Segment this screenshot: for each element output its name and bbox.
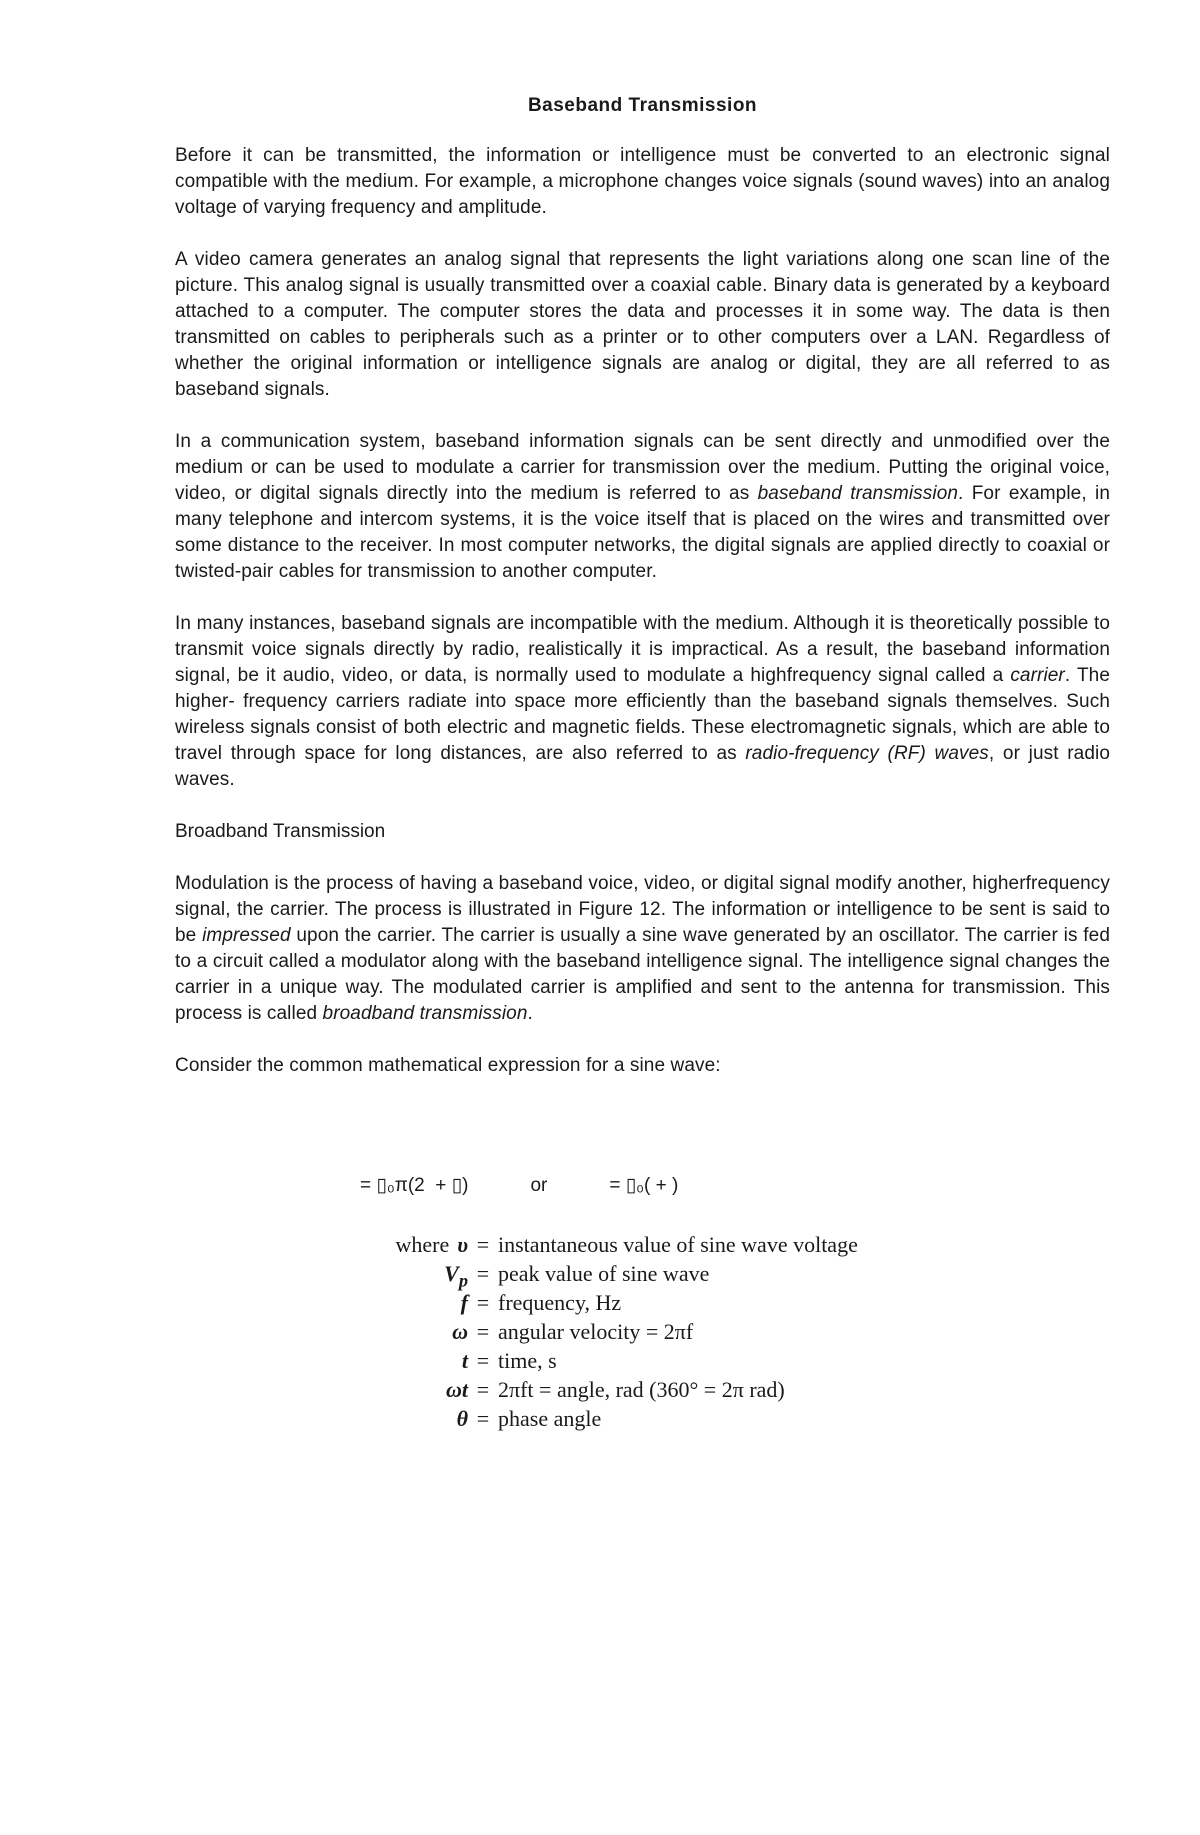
where-label: where bbox=[395, 1232, 450, 1257]
symbol: ωt bbox=[445, 1377, 468, 1402]
definition-symbol bbox=[358, 1288, 468, 1317]
symbol-subscript: p bbox=[458, 1270, 468, 1291]
text-run: upon the carrier. The carrier is usually a sine wave generated by an oscillator. The carrier is fed to a circuit called a modulator along with the baseband intelligence signal. The intelligence signal changes the carrier in a unique way. The modulated carrier is amplified and sent to the antenna for transmission. This process is called bbox=[175, 925, 1111, 1024]
emphasis-rf-waves: radio-frequency (RF) waves bbox=[745, 743, 989, 764]
definition-row bbox=[358, 1259, 858, 1291]
text-run: , or just radio waves. bbox=[175, 743, 1110, 790]
symbol: V bbox=[444, 1261, 459, 1286]
section-heading-broadband: Broadband Transmission bbox=[175, 821, 386, 842]
emphasis-baseband-transmission: baseband transmission bbox=[757, 483, 959, 504]
text-run: . For example, in many telephone and intercom systems, it is the voice itself that is placed on the wires and transmitted over some distance to the receiver. In most computer networks, the digital signals are applied directly to coaxial or twisted-pair cables for transmission to another computer. bbox=[175, 483, 1111, 582]
equals-sign: = bbox=[476, 1348, 490, 1373]
paragraph-video-camera: A video camera generates an analog signal that represents the light variations along one scan line of the picture. This analog signal is usually transmitted over a coaxial cable. Binary data is generated by a keyboard attached to a computer. The computer stores the data and processes it in some way. The data is then transmitted on cables to peripherals such as a printer or to other computers over a LAN. Regardless of whether the original information or intelligence signals are analog or digital, they are all referred to as baseband signals. bbox=[175, 249, 1110, 400]
equals-sign: = bbox=[476, 1377, 490, 1402]
document-body bbox=[175, 93, 1110, 1105]
definition-symbol bbox=[358, 1346, 468, 1375]
paragraph-communication-system bbox=[175, 429, 1110, 585]
definition-row bbox=[358, 1288, 858, 1317]
definition-text: phase angle bbox=[498, 1406, 602, 1431]
definition-symbol bbox=[358, 1317, 468, 1346]
variable-definitions bbox=[358, 1230, 858, 1433]
symbol: ω bbox=[452, 1319, 468, 1344]
paragraph-incompatible-medium bbox=[175, 611, 1110, 793]
paragraph-modulation bbox=[175, 871, 1110, 1027]
definition-symbol bbox=[358, 1404, 468, 1433]
symbol: f bbox=[460, 1290, 468, 1315]
equals-sign: = bbox=[476, 1406, 490, 1431]
equals-sign: = bbox=[476, 1290, 490, 1315]
paragraph-intro: Before it can be transmitted, the information or intelligence must be converted to an electronic signal compatible with the medium. For example, a microphone changes voice signals (sound waves) into an analog voltage of varying frequency and amplitude. bbox=[175, 145, 1110, 218]
definition-symbol bbox=[358, 1375, 468, 1404]
equals-sign: = bbox=[476, 1261, 490, 1286]
symbol: θ bbox=[456, 1406, 468, 1431]
equation-right: = ▯₀( + ) bbox=[609, 1175, 679, 1196]
emphasis-broadband-transmission: broadband transmission bbox=[322, 1003, 528, 1024]
text-run: Modulation is the process of having a baseband voice, video, or digital signal modify another, higherfrequency signal, the carrier. The process is illustrated in Figure 12. The information or intelligence to be sent is said to be bbox=[175, 873, 1110, 946]
text-run: In a communication system, baseband information signals can be sent directly and unmodified over the medium or can be used to modulate a carrier for transmission over the medium. Putting the original voice, video, or digital signals directly into the medium is referred to as bbox=[175, 431, 1110, 504]
equals-sign: = bbox=[476, 1319, 490, 1344]
definition-text: frequency, Hz bbox=[498, 1290, 622, 1315]
symbol: t bbox=[461, 1348, 468, 1373]
definition-row bbox=[358, 1404, 858, 1433]
definition-text: peak value of sine wave bbox=[498, 1261, 710, 1286]
definition-text: angular velocity = 2πf bbox=[498, 1319, 694, 1344]
definition-text: 2πft = angle, rad (360° = 2π rad) bbox=[498, 1377, 785, 1402]
paragraph-sine-wave-intro: Consider the common mathematical expression for a sine wave: bbox=[175, 1055, 721, 1076]
text-run: In many instances, baseband signals are incompatible with the medium. Although it is theoretically possible to transmit voice signals directly by radio, realistically it is impractical. As a result, the baseband information signal, be it audio, video, or data, is normally used to modulate a highfrequency signal called a bbox=[175, 613, 1110, 686]
symbol: υ bbox=[457, 1232, 468, 1257]
page-title: Baseband Transmission bbox=[527, 95, 758, 116]
emphasis-impressed: impressed bbox=[202, 925, 291, 946]
definition-row bbox=[358, 1230, 858, 1259]
definition-row bbox=[358, 1317, 858, 1346]
emphasis-carrier: carrier bbox=[1010, 665, 1065, 686]
equation-left: = ▯₀π(2 + ▯) bbox=[360, 1175, 469, 1196]
text-run: . The higher- frequency carriers radiate into space more efficiently than the baseband signals themselves. Such wireless signals consist of both electric and magnetic fields. These electromagnetic signals, which are able to travel through space for long distances, are also referred to as bbox=[175, 665, 1110, 764]
text-run: . bbox=[527, 1003, 533, 1024]
definition-text: instantaneous value of sine wave voltage bbox=[498, 1232, 858, 1257]
definition-text: time, s bbox=[498, 1348, 557, 1373]
equals-sign: = bbox=[476, 1232, 490, 1257]
sine-wave-equation bbox=[360, 1174, 678, 1197]
equation-or: or bbox=[530, 1175, 548, 1196]
definition-row bbox=[358, 1346, 858, 1375]
definition-symbol bbox=[358, 1230, 468, 1259]
definition-row bbox=[358, 1375, 858, 1404]
